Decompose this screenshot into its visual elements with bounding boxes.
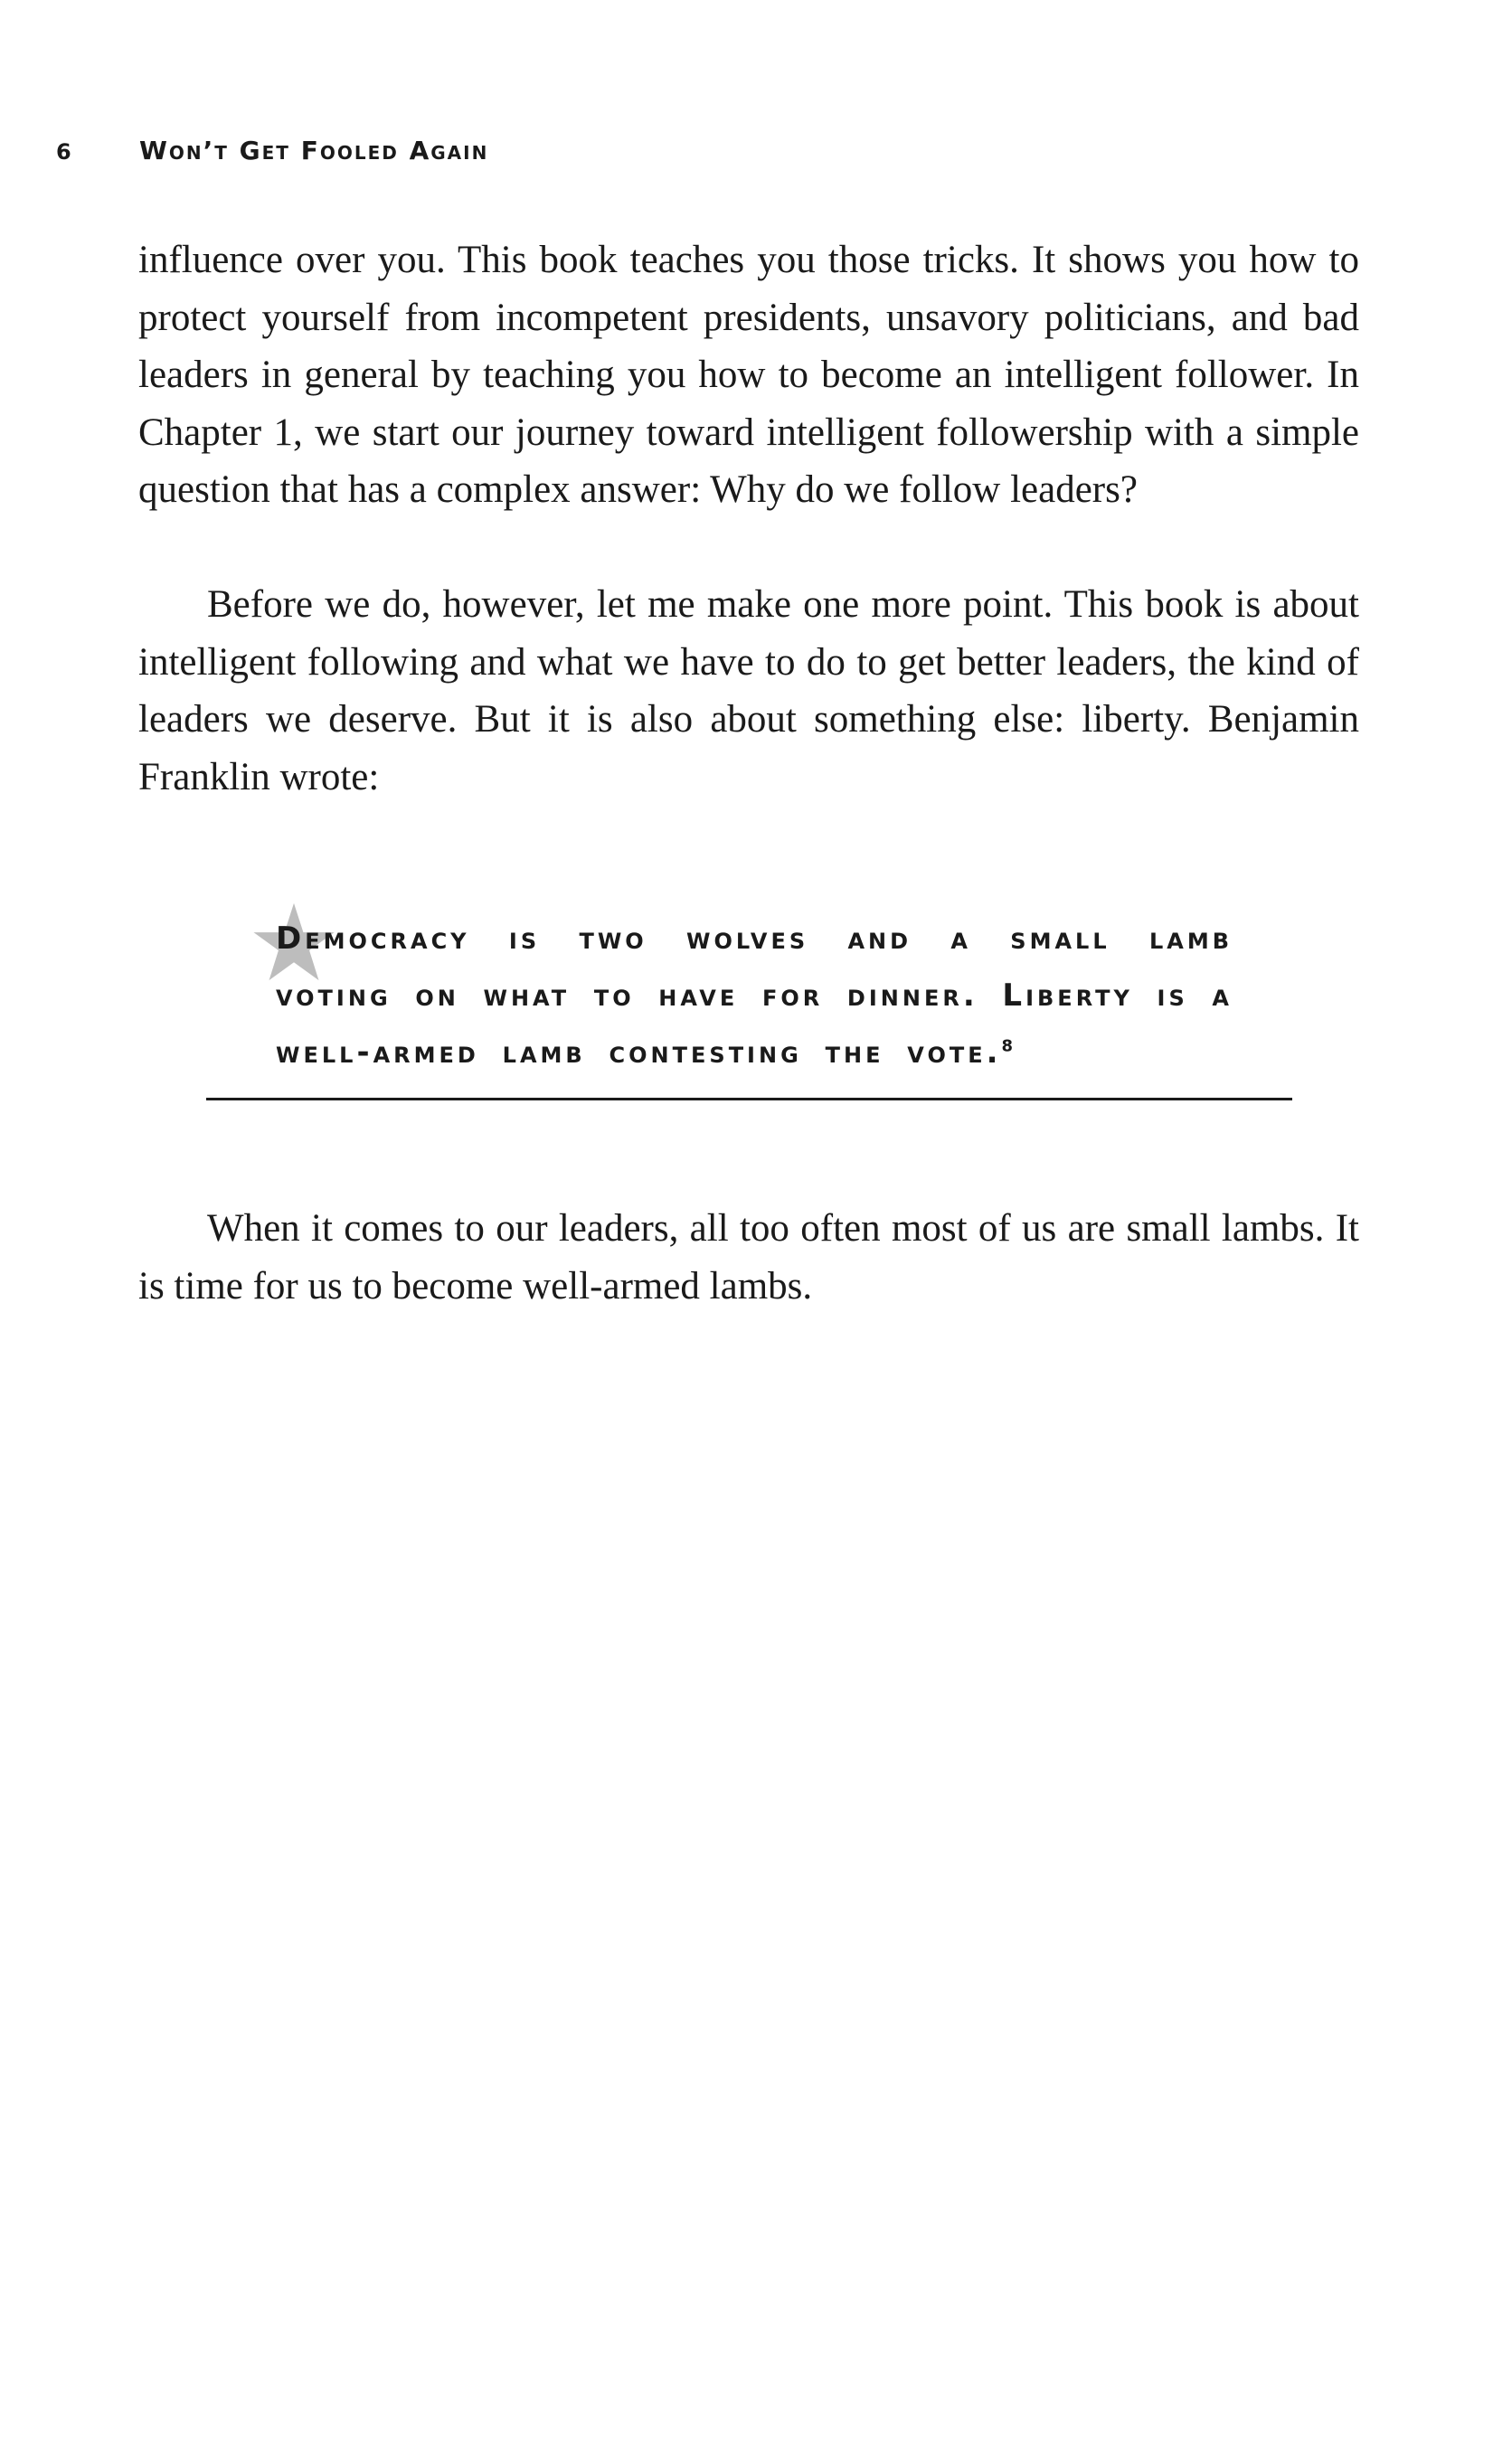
paragraph-1 xyxy=(138,231,1359,519)
epigraph-quote xyxy=(276,911,1233,1081)
epigraph-text: Democracy is two wolves and a small lamb voting on what to have for dinner. Liberty is a well-armed lamb contesting the vote. xyxy=(276,920,1233,1071)
paragraph-text: influence over you. This book teaches you those tricks. It shows you how to protect yourself from incompetent presidents, unsavory politicians, and bad leaders in general by teaching you how to become an intelligent follower. In Chapter 1, we start our journey toward intelligent followership with a simple question that has a complex answer: Why do we follow leaders? xyxy=(138,239,1359,511)
running-head xyxy=(56,136,488,165)
paragraph-text: Before we do, however, let me make one more point. This book is about intelligent following and what we have to do to get better leaders, the kind of leaders we deserve. But it is also about something else: liberty. Benjamin Franklin wrote: xyxy=(138,583,1359,798)
running-title: Won’t Get Fooled Again xyxy=(139,136,489,165)
footnote-marker: 8 xyxy=(1001,1036,1014,1056)
page-number: 6 xyxy=(56,139,73,165)
paragraph-3 xyxy=(138,1200,1359,1315)
paragraph-2 xyxy=(138,576,1359,806)
epigraph-block xyxy=(206,911,1291,1081)
epigraph-rule xyxy=(206,1098,1292,1100)
paragraph-text: When it comes to our leaders, all too often most of us are small lambs. It is time for us to become well-armed lambs. xyxy=(138,1207,1359,1308)
